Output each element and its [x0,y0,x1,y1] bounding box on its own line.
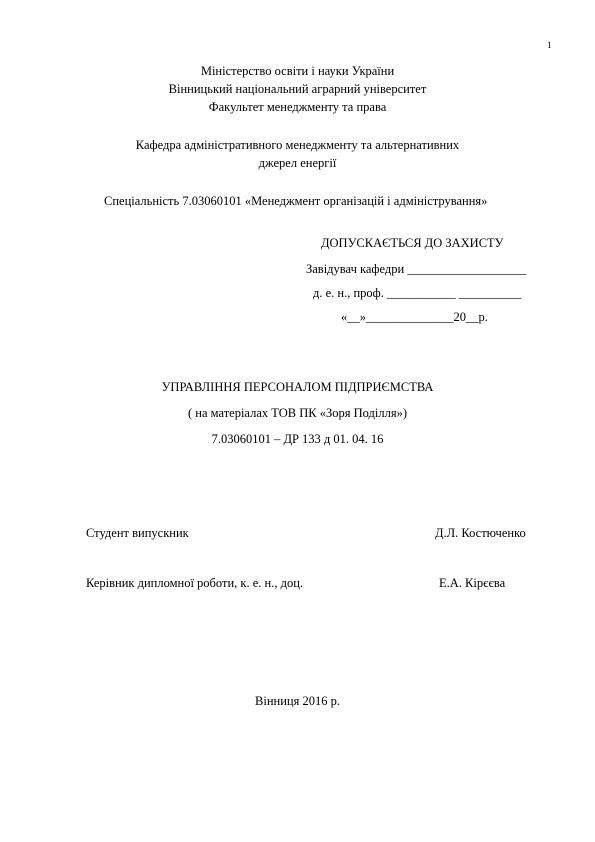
approval-date-line: «__»______________20__р. [341,310,488,324]
page-number: 1 [547,40,552,50]
specialty-line: Спеціальність 7.03060101 «Менеджмент організацій і адміністрування» [104,194,488,208]
approval-title: ДОПУСКАЄТЬСЯ ДО ЗАХИСТУ [321,236,504,250]
university-line: Вінницький національний аграрний університет [168,82,427,96]
supervisor-name: Е.А. Кірєєва [439,576,506,590]
student-name: Д.Л. Костюченко [435,526,526,540]
thesis-subtitle: ( на матеріалах ТОВ ПК «Зоря Поділля») [188,406,407,420]
faculty-line: Факультет менеджменту та права [208,100,387,114]
degree-signature-line: д. е. н., проф. ___________ __________ [313,286,522,300]
department-line-1: Кафедра адміністративного менеджменту та альтернативних [135,138,460,152]
student-label: Студент випускник [86,526,189,540]
head-of-department-line: Завідувач кафедри ___________________ [306,262,527,276]
place-year: Вінниця 2016 р. [255,694,340,708]
thesis-code: 7.03060101 – ДР 133 д 01. 04. 16 [211,432,384,446]
ministry-line: Міністерство освіти і науки України [200,64,395,78]
thesis-title: УПРАВЛІННЯ ПЕРСОНАЛОМ ПІДПРИЄМСТВА [161,380,434,394]
supervisor-label: Керівник дипломної роботи, к. е. н., доц. [86,576,304,590]
department-line-2: джерел енергії [258,156,337,170]
